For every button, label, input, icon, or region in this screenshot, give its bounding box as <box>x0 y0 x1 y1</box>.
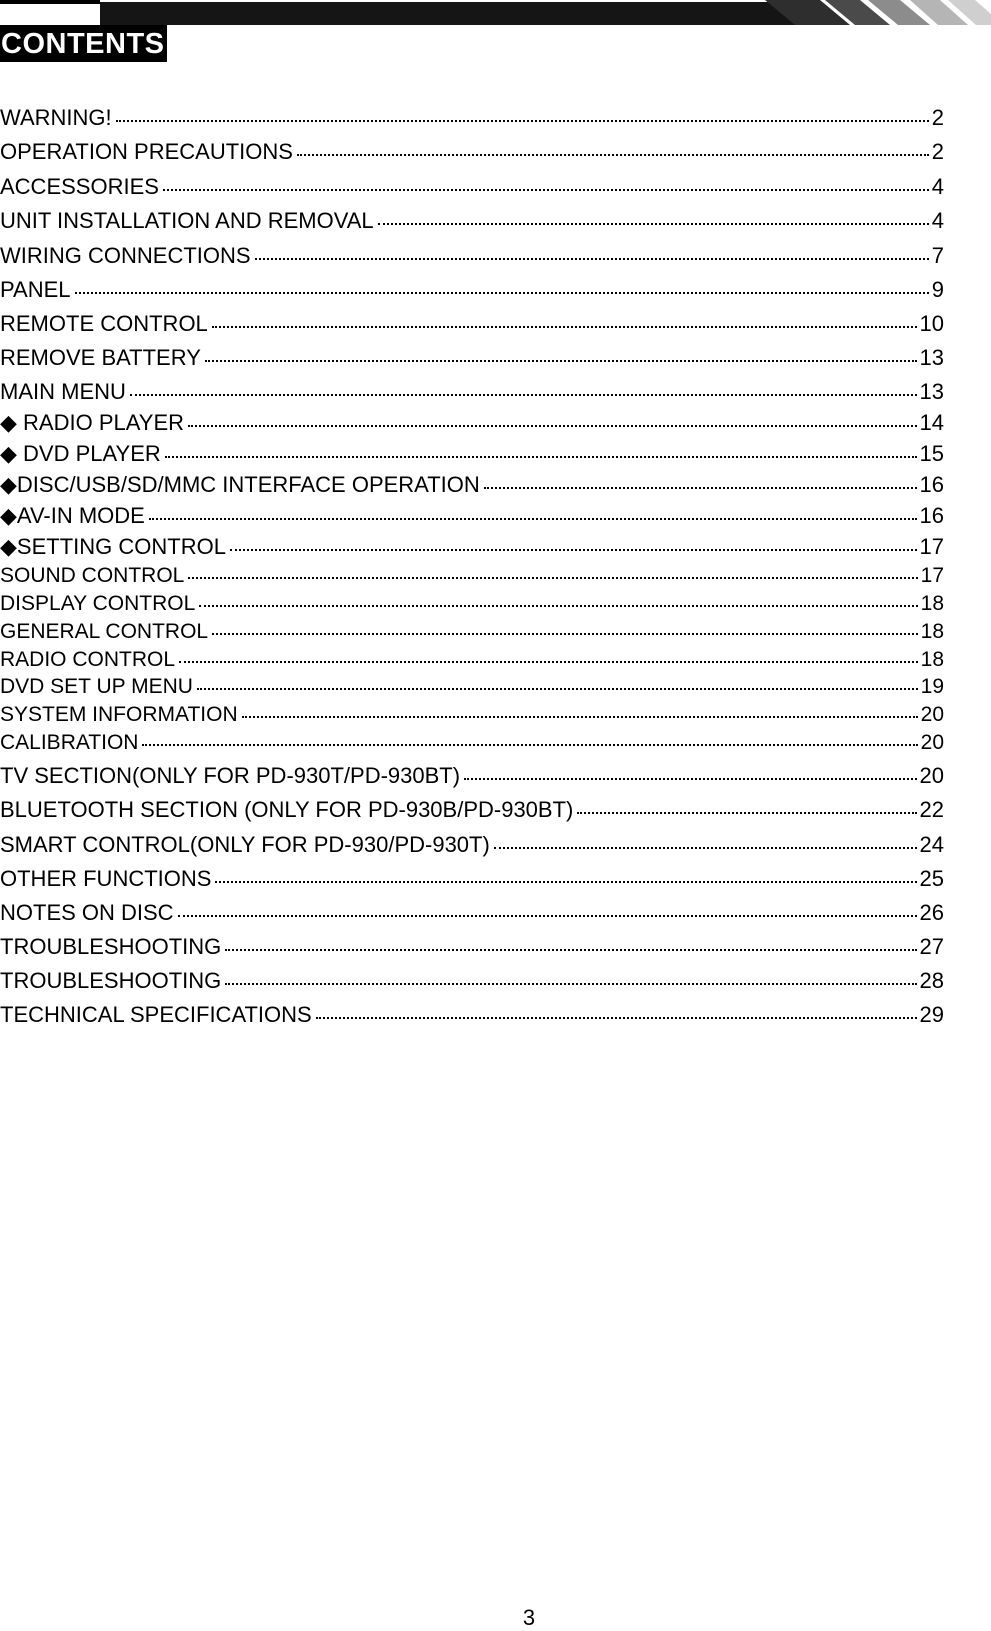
toc-entry-panel[interactable]: PANEL 9 <box>0 277 944 302</box>
dot-leader <box>188 421 917 427</box>
dot-leader <box>199 601 917 607</box>
dot-leader <box>230 545 917 551</box>
toc-entry-disc-interface[interactable]: ◆DISC/USB/SD/MMC INTERFACE OPERATION 16 <box>0 472 944 497</box>
dot-leader <box>163 185 929 191</box>
dot-leader <box>225 979 916 985</box>
dot-leader <box>484 483 917 489</box>
dot-leader <box>378 219 929 225</box>
toc-entry-calibration[interactable]: CALIBRATION 20 <box>0 731 944 754</box>
dot-leader <box>494 843 917 849</box>
toc-entry-notes-on-disc[interactable]: NOTES ON DISC 26 <box>0 900 944 925</box>
toc-entry-wiring-connections[interactable]: WIRING CONNECTIONS 7 <box>0 243 944 268</box>
dot-leader <box>149 514 917 520</box>
toc-entry-warning[interactable]: WARNING! 2 <box>0 105 944 130</box>
dot-leader <box>116 116 929 122</box>
toc-entry-troubleshooting-2[interactable]: TROUBLESHOOTING 28 <box>0 968 944 993</box>
toc-entry-general-control[interactable]: GENERAL CONTROL 18 <box>0 620 944 643</box>
dot-leader <box>75 288 929 294</box>
dot-leader <box>188 573 917 579</box>
toc-entry-sound-control[interactable]: SOUND CONTROL 17 <box>0 564 944 587</box>
dot-leader <box>130 390 917 396</box>
dot-leader <box>212 322 917 328</box>
toc-entry-other-functions[interactable]: OTHER FUNCTIONS 25 <box>0 866 944 891</box>
toc-entry-bluetooth-section[interactable]: BLUETOOTH SECTION (ONLY FOR PD-930B/PD-930BT) 22 <box>0 797 944 822</box>
dot-leader <box>577 808 916 814</box>
toc-entry-display-control[interactable]: DISPLAY CONTROL 18 <box>0 592 944 615</box>
dot-leader <box>316 1013 917 1019</box>
toc-entry-operation-precautions[interactable]: OPERATION PRECAUTIONS 2 <box>0 139 944 164</box>
toc-entry-troubleshooting-1[interactable]: TROUBLESHOOTING 27 <box>0 934 944 959</box>
toc-entry-system-information[interactable]: SYSTEM INFORMATION 20 <box>0 703 944 726</box>
dot-leader <box>179 657 918 663</box>
toc-entry-remove-battery[interactable]: REMOVE BATTERY 13 <box>0 345 944 370</box>
toc-entry-main-menu[interactable]: MAIN MENU 13 <box>0 379 944 404</box>
toc-entry-unit-installation[interactable]: UNIT INSTALLATION AND REMOVAL 4 <box>0 208 944 233</box>
dot-leader <box>297 150 929 156</box>
dot-leader <box>255 254 929 260</box>
toc-entry-radio-player[interactable]: ◆ RADIO PLAYER 14 <box>0 410 944 435</box>
dot-leader <box>225 945 916 951</box>
header-banner <box>0 0 991 26</box>
toc-entry-dvd-set-up-menu[interactable]: DVD SET UP MENU 19 <box>0 675 944 698</box>
toc-entry-remote-control[interactable]: REMOTE CONTROL 10 <box>0 311 944 336</box>
page-title: CONTENTS <box>0 25 167 62</box>
dot-leader <box>212 629 918 635</box>
toc-entry-accessories[interactable]: ACCESSORIES 4 <box>0 174 944 199</box>
toc-entry-technical-specifications[interactable]: TECHNICAL SPECIFICATIONS 29 <box>0 1002 944 1027</box>
dot-leader <box>178 911 917 917</box>
page-number: 3 <box>522 1605 536 1630</box>
toc-entry-dvd-player[interactable]: ◆ DVD PLAYER 15 <box>0 441 944 466</box>
dot-leader <box>464 774 916 780</box>
toc-entry-av-in-mode[interactable]: ◆AV-IN MODE 16 <box>0 503 944 528</box>
dot-leader <box>165 452 917 458</box>
toc-entry-setting-control[interactable]: ◆SETTING CONTROL 17 <box>0 534 944 559</box>
toc-entry-radio-control[interactable]: RADIO CONTROL 18 <box>0 648 944 671</box>
toc-entry-tv-section[interactable]: TV SECTION(ONLY FOR PD-930T/PD-930BT) 20 <box>0 763 944 788</box>
dot-leader <box>242 712 918 718</box>
dot-leader <box>205 356 917 362</box>
dot-leader <box>215 877 916 883</box>
dot-leader <box>142 740 917 746</box>
toc-entry-smart-control[interactable]: SMART CONTROL(ONLY FOR PD-930/PD-930T) 24 <box>0 832 944 857</box>
dot-leader <box>197 684 918 690</box>
